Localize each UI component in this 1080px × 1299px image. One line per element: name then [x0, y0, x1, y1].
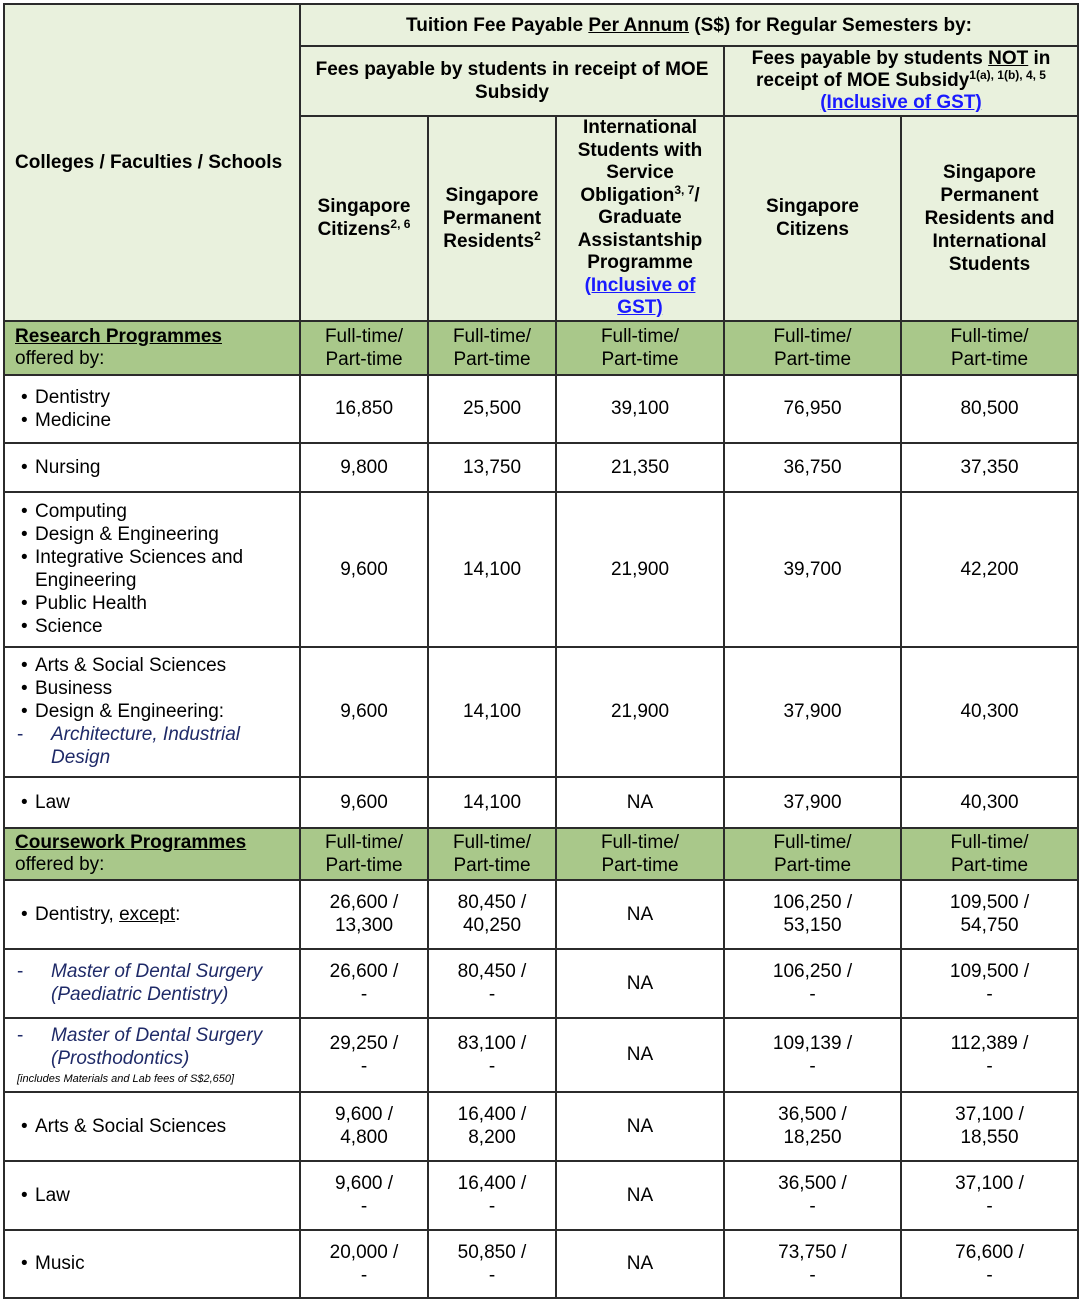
- fee-cell: 106,250 / 53,150: [724, 880, 901, 949]
- fee-cell: 112,389 / -: [901, 1018, 1078, 1092]
- fee-cell: 109,500 / -: [901, 949, 1078, 1018]
- table-row: [4, 492, 1078, 647]
- fee-cell: NA: [556, 1161, 724, 1230]
- programme-cell: • Law: [4, 777, 300, 828]
- fee-cell: 36,750: [724, 443, 901, 492]
- mode-cell: Full-time/ Part-time: [724, 321, 901, 375]
- fee-cell: 50,850 / -: [428, 1230, 556, 1298]
- fee-cell: 16,400 / 8,200: [428, 1092, 556, 1161]
- mode-cell: Full-time/ Part-time: [724, 828, 901, 880]
- fee-cell: 80,450 / 40,250: [428, 880, 556, 949]
- col-header-citizens-moe: Singapore Citizens$^{2, 6}$: [300, 116, 428, 321]
- fee-cell: 14,100: [428, 492, 556, 647]
- fee-cell: 37,900: [724, 777, 901, 828]
- fee-cell: 29,250 / -: [300, 1018, 428, 1092]
- mode-cell: Full-time/ Part-time: [428, 828, 556, 880]
- fee-cell: 9,600: [300, 777, 428, 828]
- fee-cell: 39,700: [724, 492, 901, 647]
- fee-cell: 9,800: [300, 443, 428, 492]
- fee-cell: 13,750: [428, 443, 556, 492]
- programme-cell: • Dentistry, except:: [4, 880, 300, 949]
- col-header-pr-intl-nonmoe: Singapore Permanent Residents and International Students: [901, 116, 1078, 321]
- coursework-section-label: Coursework Programmes offered by:: [4, 828, 300, 880]
- fee-cell: 16,850: [300, 375, 428, 443]
- col-header-international-moe: International Students with Service Obligation$^{3, 7}$/ Graduate Assistantship Programme (Inclusive of GST): [556, 116, 724, 321]
- table-row: [4, 949, 1078, 1018]
- fee-cell: 109,139 / -: [724, 1018, 901, 1092]
- programme-cell: • Dentistry • Medicine: [4, 375, 300, 443]
- table-row: [4, 777, 1078, 828]
- fee-cell: 83,100 / -: [428, 1018, 556, 1092]
- top-title: Tuition Fee Payable Per Annum (S$) for Regular Semesters by:: [300, 4, 1078, 46]
- fee-cell: 26,600 / 13,300: [300, 880, 428, 949]
- fee-cell: 21,900: [556, 492, 724, 647]
- sub-programme: - Architecture, Industrial Design: [17, 724, 241, 768]
- fee-cell: NA: [556, 777, 724, 828]
- table-row: [4, 1092, 1078, 1161]
- table-row: [4, 880, 1078, 949]
- programme-cell: • Law: [4, 1161, 300, 1230]
- fee-cell: 9,600: [300, 647, 428, 777]
- programme-cell: • Computing • Design & Engineering • Integrative Sciences and Engineering • Public Health • Science: [4, 492, 300, 647]
- nonmoe-group-header: Fees payable by students NOT in receipt of MOE Subsidy$^{1(a), 1(b), 4, 5}$ (Inclusive of GST): [724, 46, 1078, 116]
- mode-cell: Full-time/ Part-time: [556, 321, 724, 375]
- fee-cell: 37,900: [724, 647, 901, 777]
- table-row: [4, 647, 1078, 777]
- programme-cell: • Arts & Social Sciences: [4, 1092, 300, 1161]
- fee-cell: 80,500: [901, 375, 1078, 443]
- fee-cell: 39,100: [556, 375, 724, 443]
- fee-cell: 14,100: [428, 777, 556, 828]
- col3-gst-link[interactable]: (Inclusive of GST): [584, 274, 696, 318]
- table-row: [4, 443, 1078, 492]
- fee-cell: 9,600 / 4,800: [300, 1092, 428, 1161]
- tuition-fee-table: [3, 3, 1079, 1299]
- fee-cell: 80,450 / -: [428, 949, 556, 1018]
- mode-cell: Full-time/ Part-time: [300, 828, 428, 880]
- moe-group-header: Fees payable by students in receipt of MOE Subsidy: [300, 46, 724, 116]
- fee-cell: 20,000 / -: [300, 1230, 428, 1298]
- fee-cell: 26,600 / -: [300, 949, 428, 1018]
- fee-cell: 21,900: [556, 647, 724, 777]
- table-row: [4, 375, 1078, 443]
- fee-cell: 40,300: [901, 777, 1078, 828]
- fee-cell: NA: [556, 1230, 724, 1298]
- mode-cell: Full-time/ Part-time: [901, 828, 1078, 880]
- programme-cell: • Nursing: [4, 443, 300, 492]
- research-section-label: Research Programmes offered by:: [4, 321, 300, 375]
- programme-cell: - Master of Dental Surgery (Paediatric Dentistry): [4, 949, 300, 1018]
- fee-cell: 21,350: [556, 443, 724, 492]
- corner-header: Colleges / Faculties / Schools: [4, 4, 300, 321]
- mode-cell: Full-time/ Part-time: [556, 828, 724, 880]
- mode-cell: Full-time/ Part-time: [300, 321, 428, 375]
- table-row: [4, 1230, 1078, 1298]
- nonmoe-gst-link[interactable]: (Inclusive of GST): [820, 92, 982, 113]
- fee-cell: 106,250 / -: [724, 949, 901, 1018]
- fee-cell: 76,950: [724, 375, 901, 443]
- fee-cell: 40,300: [901, 647, 1078, 777]
- programme-cell: - Master of Dental Surgery (Prosthodontics) [includes Materials and Lab fees of S$2,650]: [4, 1018, 300, 1092]
- fee-cell: 37,350: [901, 443, 1078, 492]
- fee-cell: 25,500: [428, 375, 556, 443]
- mode-cell: Full-time/ Part-time: [901, 321, 1078, 375]
- fee-cell: 37,100 / 18,550: [901, 1092, 1078, 1161]
- fee-cell: 36,500 / -: [724, 1161, 901, 1230]
- fee-cell: NA: [556, 1018, 724, 1092]
- materials-note: [includes Materials and Lab fees of S$2,650]: [17, 1072, 235, 1085]
- programme-cell: • Music: [4, 1230, 300, 1298]
- fee-cell: NA: [556, 949, 724, 1018]
- mode-cell: Full-time/ Part-time: [428, 321, 556, 375]
- table-row: [4, 1018, 1078, 1092]
- col-header-pr-moe: Singapore Permanent Residents$^2$: [428, 116, 556, 321]
- col-header-citizens-nonmoe: Singapore Citizens: [724, 116, 901, 321]
- fee-cell: NA: [556, 1092, 724, 1161]
- fee-cell: 9,600 / -: [300, 1161, 428, 1230]
- fee-cell: NA: [556, 880, 724, 949]
- programme-cell: • Arts & Social Sciences • Business • Design & Engineering: - Architecture, Industrial Design: [4, 647, 300, 777]
- fee-cell: 37,100 / -: [901, 1161, 1078, 1230]
- table-row: [4, 1161, 1078, 1230]
- fee-cell: 9,600: [300, 492, 428, 647]
- fee-cell: 73,750 / -: [724, 1230, 901, 1298]
- fee-cell: 16,400 / -: [428, 1161, 556, 1230]
- fee-cell: 42,200: [901, 492, 1078, 647]
- fee-cell: 109,500 / 54,750: [901, 880, 1078, 949]
- fee-cell: 36,500 / 18,250: [724, 1092, 901, 1161]
- fee-cell: 14,100: [428, 647, 556, 777]
- fee-cell: 76,600 / -: [901, 1230, 1078, 1298]
